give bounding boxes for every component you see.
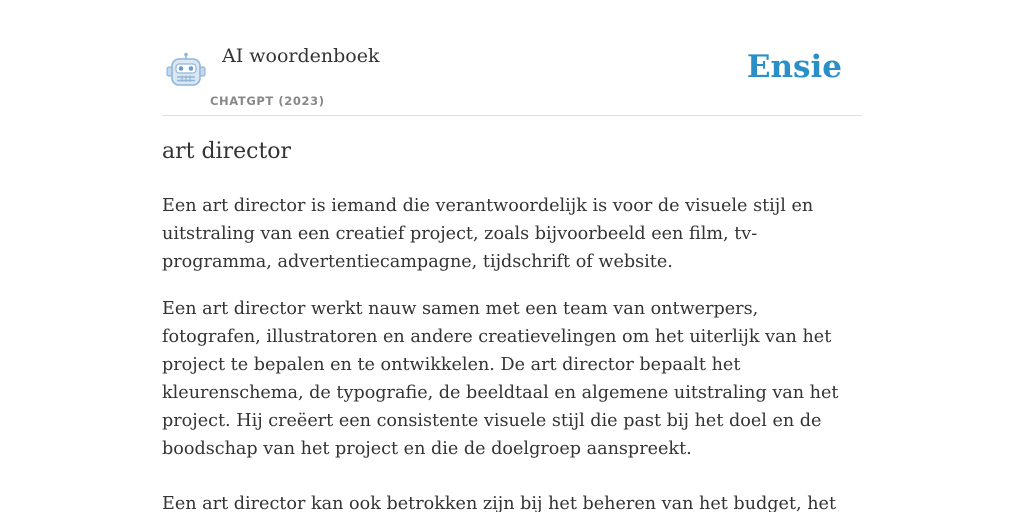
source-name[interactable]: AI woordenboek: [222, 45, 380, 67]
entry-paragraph: Een art director kan ook betrokken zijn bij het beheren van het budget, het: [162, 494, 837, 512]
entry-body: [162, 192, 862, 512]
entry-paragraph: Een art director is iemand die verantwoordelijk is voor de visuele stijl en uitstraling van een creatief project, zoals bijvoorbeeld een film, tv-programma, advertentiecampagne, tijdschrift of website.: [162, 196, 814, 272]
brand-logo[interactable]: Ensie: [746, 49, 842, 85]
page-content: [162, 0, 862, 512]
entry-paragraph: Een art director werkt nauw samen met een team van ontwerpers, fotografen, illustratoren en andere creatievelingen om het uiterlijk van het project te bepalen en te ontwikkelen. De art director bepaalt het kleurenschema, de typografie, de beeldtaal en algemene uitstraling van het project. Hij creëert een consistente visuele stijl die past bij het doel en de boodschap van het project en die de doelgroep aanspreekt.: [162, 299, 839, 459]
source-subtitle: CHATGPT (2023): [210, 94, 325, 108]
entry-term: art director: [162, 139, 292, 164]
entry-header: [162, 0, 862, 116]
robot-icon: [166, 52, 206, 88]
